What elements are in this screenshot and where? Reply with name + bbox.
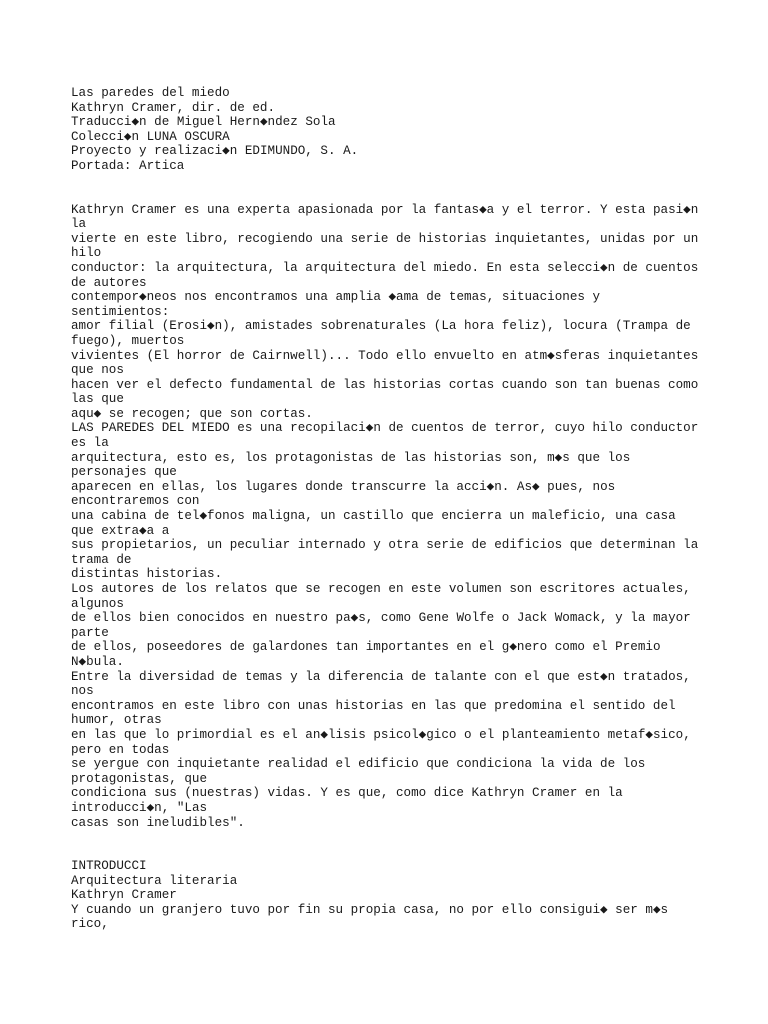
document-page [71, 86, 751, 932]
text-line: de autores [71, 275, 147, 290]
text-line: distintas historias. [71, 567, 223, 582]
text-line: Y cuando un granjero tuvo por fin su propia casa, no por ello consigui◆ ser m◆s [71, 902, 669, 917]
text-line: las que [71, 392, 124, 407]
text-line: de ellos, poseedores de galardones tan importantes en el g◆nero como el Premio [71, 640, 661, 655]
text-line: conductor: la arquitectura, la arquitectura del miedo. En esta selecci◆n de cuentos [71, 260, 699, 275]
text-line: LAS PAREDES DEL MIEDO es una recopilaci◆n de cuentos de terror, cuyo hilo conductor [71, 421, 699, 436]
text-line: aparecen en ellas, los lugares donde transcurre la acci◆n. As◆ pues, nos [71, 479, 616, 494]
text-line: encontramos en este libro con unas historias en las que predomina el sentido del [71, 698, 676, 713]
book-title: Las paredes del miedo [71, 86, 230, 100]
text-line: que nos [71, 363, 124, 378]
text-line: es la [71, 436, 109, 451]
text-line: Entre la diversidad de temas y la diferencia de talante con el que est◆n tratados, [71, 669, 691, 684]
text-line: parte [71, 625, 109, 640]
text-line: en las que lo primordial es el an◆lisis psicol◆gico o el planteamiento metaf◆sico, [71, 727, 691, 742]
production-line: Proyecto y realizaci◆n EDIMUNDO, S. A. [71, 144, 359, 159]
text-line: humor, otras [71, 713, 162, 728]
text-line: amor filial (Erosi◆n), amistades sobrenaturales (La hora feliz), locura (Trampa de [71, 319, 691, 334]
header-block [71, 86, 751, 174]
intro-author: Kathryn Cramer [71, 888, 177, 903]
text-line: aqu◆ se recogen; que son cortas. [71, 406, 313, 421]
text-line: fuego), muertos [71, 333, 185, 348]
text-line: vivientes (El horror de Cairnwell)... Todo ello envuelto en atm◆sferas inquietantes [71, 348, 699, 363]
text-line: hilo [71, 246, 102, 261]
text-line: arquitectura, esto es, los protagonistas de las historias son, m◆s que los [71, 450, 631, 465]
text-line: condiciona sus (nuestras) vidas. Y es que, como dice Kathryn Cramer en la [71, 786, 623, 801]
text-line: Kathryn Cramer es una experta apasionada por la fantas◆a y el terror. Y esta pasi◆n [71, 202, 699, 217]
translator-line: Traducci◆n de Miguel Hern◆ndez Sola [71, 115, 336, 130]
text-line: sentimientos: [71, 304, 170, 319]
text-line: de ellos bien conocidos en nuestro pa◆s, como Gene Wolfe o Jack Womack, y la mayor [71, 611, 691, 626]
section-spacer [71, 830, 751, 859]
collection-line: Colecci◆n LUNA OSCURA [71, 129, 230, 144]
text-line: rico, [71, 917, 109, 932]
text-line: vierte en este libro, recogiendo una serie de historias inquietantes, unidas por un [71, 231, 699, 246]
text-line: hacen ver el defecto fundamental de las historias cortas cuando son tan buenas como [71, 377, 699, 392]
intro-heading: INTRODUCCI [71, 859, 147, 874]
intro-subtitle: Arquitectura literaria [71, 873, 238, 888]
text-line: introducci◆n, "Las [71, 800, 208, 815]
text-line: la [71, 217, 87, 232]
text-line: casas son ineludibles". [71, 815, 245, 830]
cover-line: Portada: Artica [71, 158, 185, 173]
editor-line: Kathryn Cramer, dir. de ed. [71, 100, 276, 115]
text-line: Los autores de los relatos que se recogen en este volumen son escritores actuales, [71, 582, 691, 596]
text-line: se yergue con inquietante realidad el edificio que condiciona la vida de los [71, 757, 646, 772]
text-line: protagonistas, que [71, 771, 208, 786]
text-line: pero en todas [71, 742, 170, 757]
text-line: trama de [71, 552, 132, 567]
text-line: una cabina de tel◆fonos maligna, un castillo que encierra un maleficio, una casa [71, 509, 676, 524]
section-spacer [71, 174, 751, 203]
text-line: nos [71, 684, 94, 699]
text-line: personajes que [71, 465, 177, 480]
text-line: sus propietarios, un peculiar internado y otra serie de edificios que determinan la [71, 538, 699, 553]
text-line: que extra◆a a [71, 523, 170, 538]
text-line: N◆bula. [71, 654, 124, 669]
introduction-block [71, 859, 751, 932]
text-line: encontraremos con [71, 494, 200, 509]
text-line: contempor◆neos nos encontramos una amplia ◆ama de temas, situaciones y [71, 290, 601, 305]
text-line: algunos [71, 596, 124, 611]
synopsis-block [71, 203, 751, 831]
